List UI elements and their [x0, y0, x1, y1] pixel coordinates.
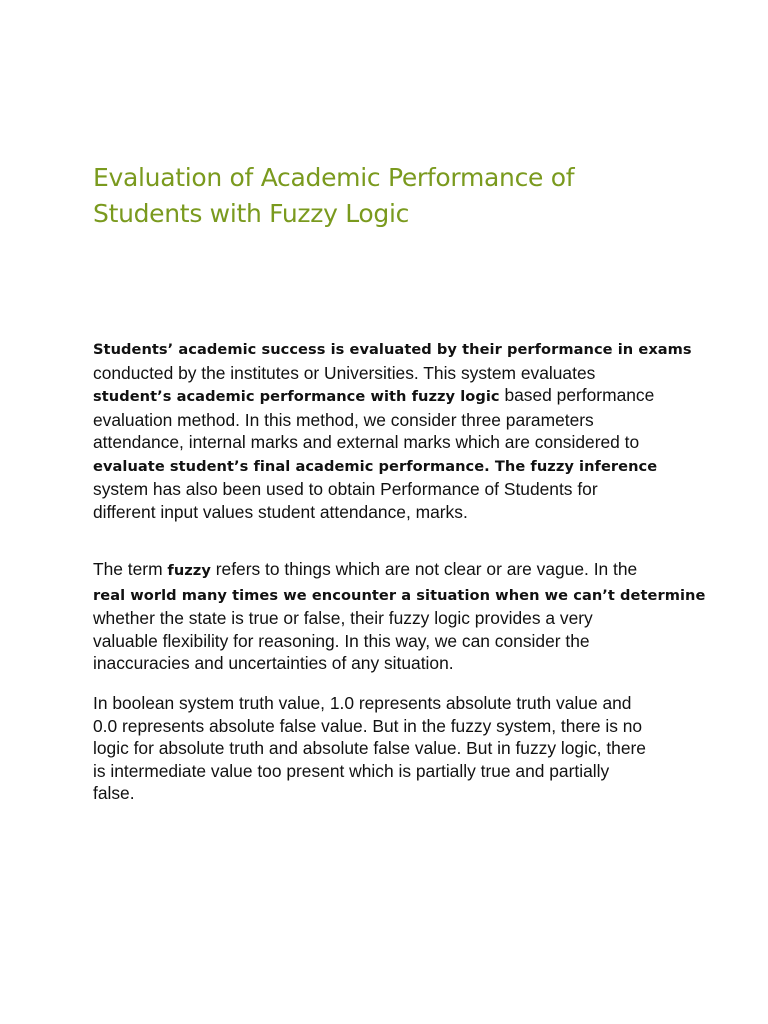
- bold-text: evaluate student’s final academic performance. The fuzzy inference: [93, 457, 658, 475]
- bold-text: fuzzy: [167, 562, 211, 579]
- paragraph-line: is intermediate value too present which is partially true and partially: [93, 760, 610, 781]
- paragraph-line: logic for absolute truth and absolute false value. But in fuzzy logic, there: [93, 738, 646, 758]
- document-title: [93, 160, 693, 232]
- paragraph-line: [93, 454, 693, 479]
- bold-text: student’s academic performance with fuzzy logic: [93, 388, 500, 405]
- paragraph-line: [93, 583, 706, 608]
- paragraph-line: system has also been used to obtain Performance of Students for: [93, 479, 598, 499]
- paragraph-line: [93, 558, 693, 583]
- title-line-1: Evaluation of Academic Performance of: [93, 163, 575, 192]
- paragraph-fuzzy-definition: [93, 558, 706, 675]
- paragraph-intro: [93, 337, 693, 523]
- paragraph-line: different input values student attendance, marks.: [93, 501, 468, 522]
- paragraph-line: [93, 384, 693, 409]
- plain-text: refers to things which are not clear or are vague. In the: [210, 559, 638, 579]
- plain-text: The term: [93, 559, 168, 579]
- paragraph-line: valuable flexibility for reasoning. In this way, we can consider the: [93, 630, 590, 651]
- paragraph-line: attendance, internal marks and external marks which are considered to: [93, 432, 640, 452]
- plain-text: based performance: [499, 385, 655, 405]
- paragraph-line: [93, 337, 693, 362]
- bold-text: Students’ academic success is evaluated by their performance in exams: [93, 341, 692, 358]
- paragraph-line: conducted by the institutes or Universities. This system evaluates: [93, 362, 596, 383]
- paragraph-line: evaluation method. In this method, we consider three parameters: [93, 409, 594, 430]
- paragraph-line: whether the state is true or false, their fuzzy logic provides a very: [93, 608, 593, 628]
- paragraph-line: In boolean system truth value, 1.0 represents absolute truth value and: [93, 693, 632, 713]
- paragraph-line: false.: [93, 783, 135, 803]
- paragraph-line: 0.0 represents absolute false value. But in the fuzzy system, there is no: [93, 715, 643, 736]
- title-line-2: Students with Fuzzy Logic: [93, 199, 410, 228]
- paragraph-boolean-comparison: [93, 692, 693, 805]
- paragraph-line: inaccuracies and uncertainties of any situation.: [93, 653, 454, 673]
- bold-text: real world many times we encounter a situation when we can’t determine: [93, 586, 706, 604]
